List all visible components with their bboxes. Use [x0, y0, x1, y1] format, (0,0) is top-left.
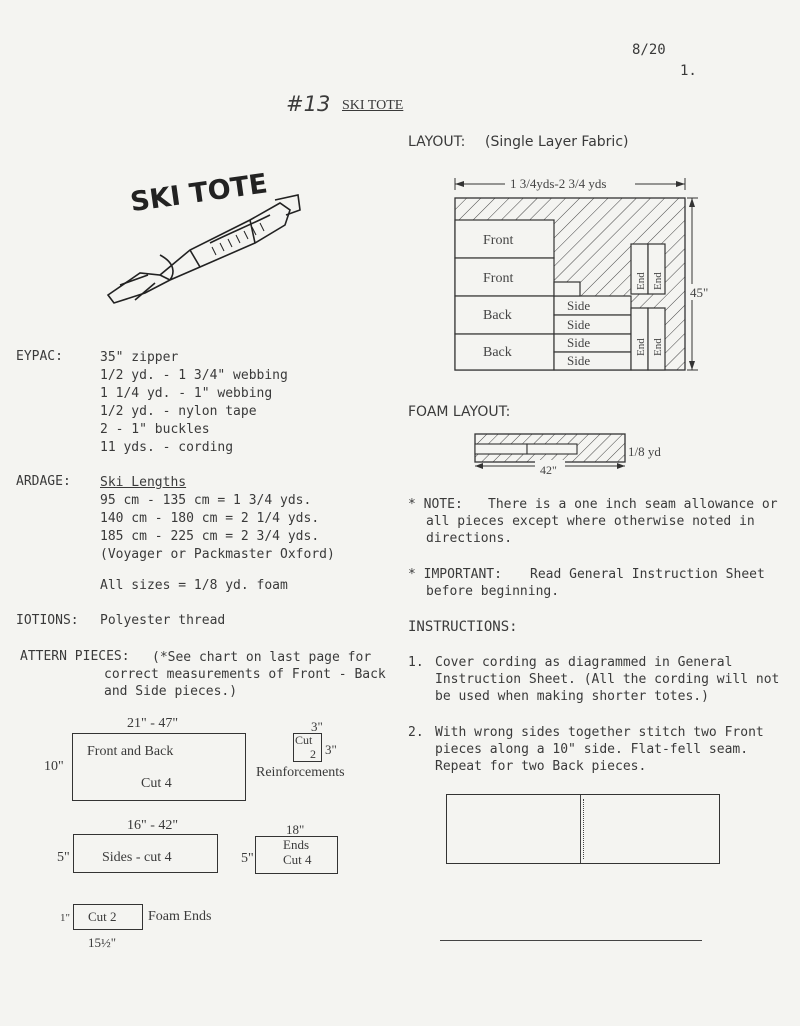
important-line: Read General Instruction Sheet: [530, 567, 765, 582]
layout-piece-label: Side: [567, 298, 591, 313]
ends-height: 5": [241, 851, 254, 866]
reinf-cut: Cut: [295, 733, 313, 747]
foam-ends-width: 15½": [88, 935, 117, 950]
seam-line: [580, 795, 581, 863]
important-line: before beginning.: [426, 584, 560, 599]
note-line: all pieces except where otherwise noted in: [426, 514, 755, 529]
page-number: 1.: [680, 63, 697, 79]
layout-subheading: (Single Layer Fabric): [485, 134, 629, 150]
important-block: [408, 566, 765, 600]
reinf-name: Reinforcements: [256, 765, 345, 780]
front-back-name: Front and Back: [87, 744, 174, 759]
layout-piece-label: Side: [567, 317, 591, 332]
pattern-text-cont: [104, 666, 386, 700]
ski-length-row: 185 cm - 225 cm = 2 3/4 yds.: [100, 529, 320, 544]
layout-width-label: 1 3/4yds-2 3/4 yds: [510, 176, 607, 191]
notions-value: Polyester thread: [100, 613, 226, 628]
seam-diagram: [446, 794, 720, 864]
pattern-title: SKI TOTE: [342, 98, 404, 113]
foam-layout-heading: FOAM LAYOUT:: [408, 404, 511, 420]
foam-ends-name: Foam Ends: [148, 909, 212, 924]
ends-piece: [255, 836, 338, 874]
note-line: directions.: [426, 531, 513, 546]
ski-length-row: 140 cm - 180 cm = 2 1/4 yds.: [100, 511, 320, 526]
note-block: [408, 496, 778, 547]
kit-item: 35" zipper: [100, 350, 179, 365]
bottom-rule: [440, 940, 702, 941]
layout-piece-label: Back: [483, 345, 512, 360]
foam-height-label: 1/8 yd: [628, 444, 661, 459]
illustration-label: SKI TOTE: [128, 168, 270, 219]
foam-piece-2: [527, 444, 577, 454]
fabric-layout-diagram: [450, 172, 720, 377]
instruction-step-1: [408, 654, 779, 705]
layout-piece-label: Side: [567, 353, 591, 368]
foam-width-label: 42": [540, 463, 557, 477]
step-line: Cover cording as diagrammed in General: [435, 655, 733, 670]
layout-piece-label: End: [635, 272, 647, 290]
sides-piece: [73, 834, 218, 873]
front-back-cut: Cut 4: [141, 776, 172, 791]
ends-name: Ends: [283, 837, 309, 852]
ski-lengths-heading: Ski Lengths: [100, 475, 187, 490]
layout-side-2: [554, 315, 631, 334]
kit-item: 2 - 1" buckles: [100, 422, 210, 437]
front-back-height: 10": [44, 759, 64, 774]
note-line: There is a one inch seam allowance or: [488, 497, 778, 512]
ends-cut: Cut 4: [283, 852, 312, 867]
ski-length-row: 95 cm - 135 cm = 1 3/4 yds.: [100, 493, 312, 508]
kit-item: 1/2 yd. - 1 3/4" webbing: [100, 368, 288, 383]
reinf-count: 2: [310, 747, 316, 761]
sides-height: 5": [57, 850, 70, 865]
ends-width: 18": [286, 822, 305, 837]
pattern-text-line: correct measurements of Front - Back: [104, 667, 386, 682]
pattern-text: [152, 649, 371, 666]
kit-list: [100, 349, 288, 457]
kit-item: 1 1/4 yd. - 1" webbing: [100, 386, 273, 401]
note-label: * NOTE:: [408, 497, 463, 512]
step-line: pieces along a 10" side. Flat-fell seam.: [435, 742, 749, 757]
sides-width: 16" - 42": [127, 818, 179, 833]
foam-ends-height: 1": [60, 912, 70, 924]
reinforcement-piece: [293, 733, 322, 762]
foam-layout-diagram: [470, 428, 690, 478]
step-number: 1.: [408, 655, 424, 670]
foam-note: All sizes = 1/8 yd. foam: [100, 578, 288, 593]
step-line: Instruction Sheet. (All the cording will not: [435, 672, 780, 687]
reinf-height: 3": [325, 742, 337, 757]
layout-piece-label: Side: [567, 335, 591, 350]
front-back-width: 21" - 47": [127, 716, 179, 731]
instruction-step-2: [408, 724, 764, 775]
layout-side-4: [554, 352, 631, 370]
pattern-number: #13: [286, 92, 331, 116]
layout-piece-label: Front: [483, 271, 514, 286]
layout-heading: LAYOUT:: [408, 134, 466, 150]
kit-item: 11 yds. - cording: [100, 440, 234, 455]
reinf-width: 3": [311, 719, 323, 734]
step-line: Repeat for two Back pieces.: [435, 759, 647, 774]
step-line: be used when making shorter totes.): [435, 689, 709, 704]
layout-piece-label: Back: [483, 308, 512, 323]
ski-tote-illustration: [100, 155, 305, 315]
instructions-heading: INSTRUCTIONS:: [408, 619, 518, 635]
sides-name: Sides - cut 4: [102, 850, 172, 865]
notions-label: IOTIONS:: [16, 613, 79, 628]
layout-side-3: [554, 334, 631, 352]
pattern-text-line: (*See chart on last page for: [152, 650, 372, 665]
seam-stitch: [583, 799, 584, 859]
layout-piece-label: End: [635, 338, 647, 356]
layout-height-label: 45": [690, 285, 709, 300]
kit-label: EYPAC:: [16, 349, 63, 364]
layout-side-1: [554, 296, 631, 315]
page-date: 8/20: [632, 42, 666, 58]
important-label: * IMPORTANT:: [408, 567, 502, 582]
pattern-text-line: and Side pieces.): [104, 684, 238, 699]
step-line: With wrong sides together stitch two Front: [435, 725, 764, 740]
layout-piece-label: End: [652, 272, 664, 290]
yardage-label: ARDAGE:: [16, 474, 71, 489]
step-number: 2.: [408, 725, 424, 740]
pattern-label: ATTERN PIECES:: [20, 649, 130, 664]
fabric-note: (Voyager or Packmaster Oxford): [100, 547, 335, 562]
foam-piece-1: [475, 444, 527, 454]
kit-item: 1/2 yd. - nylon tape: [100, 404, 257, 419]
foam-ends-piece: [73, 904, 143, 930]
front-back-piece: [72, 733, 246, 801]
layout-piece-label: Front: [483, 233, 514, 248]
yardage-block: [100, 474, 335, 564]
layout-piece-label: End: [652, 338, 664, 356]
foam-ends-cut: Cut 2: [88, 909, 117, 924]
